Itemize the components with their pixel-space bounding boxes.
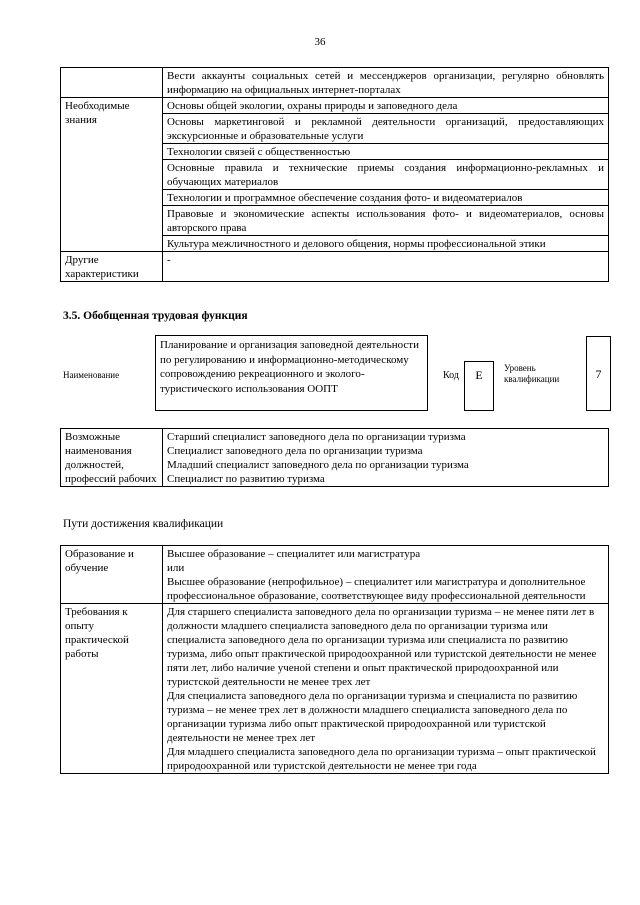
education-line: или [167,562,185,574]
knowledge-item: Основные правила и технические приемы создания информационно-рекламных и обучающих материалов [163,160,609,190]
code-value-box: E [464,361,494,411]
table-row [61,546,609,604]
position-item: Специалист заповедного дела по организации туризма [167,445,423,457]
education-line: Высшее образование (непрофильное) – специалитет или магистратура и дополнительное профессиональное образование, соответствующее виду профессиональной деятельности [167,576,586,602]
knowledge-item: Основы маркетинговой и рекламной деятельности организаций, предоставляющих экскурсионные и образовательные услуги [163,114,609,144]
positions-list [163,429,609,487]
experience-content [163,604,609,774]
other-value: - [163,252,609,282]
positions-table [60,428,609,487]
table-cell: Вести аккаунты социальных сетей и мессенджеров организации, регулярно обновлять информацию на официальных интернет-порталах [163,68,609,98]
empty-label-cell [61,68,163,98]
function-name-box: Планирование и организация заповедной деятельности по регулированию и информационно-методическому сопровождению рекреационного и эколого-туристического использования ООПТ [155,335,428,411]
education-label: Образование и обучение [61,546,163,604]
code-label: Код [443,370,459,381]
knowledge-table [60,67,609,282]
experience-paragraph: Для младшего специалиста заповедного дела по организации туризма – опыт практической природоохранной или туристской деятельности не менее три года [167,746,596,772]
position-item: Младший специалист заповедного дела по организации туризма [167,459,469,471]
position-item: Специалист по развитию туризма [167,473,325,485]
knowledge-item: Технологии и программное обеспечение создания фото- и видеоматериалов [163,190,609,206]
table-row [61,252,609,282]
experience-label: Требования к опыту практической работы [61,604,163,774]
table-row [61,68,609,98]
knowledge-item: Культура межличностного и делового общения, нормы профессиональной этики [163,236,609,252]
section-heading: 3.5. Обобщенная трудовая функция [63,310,248,322]
name-label: Наименование [63,370,120,380]
experience-paragraph: Для старшего специалиста заповедного дела по организации туризма – не менее пяти лет в должности младшего специалиста заповедного дела по организации туризма или специалиста заповедного дела по организации туризма или специалиста по развитию туризма, либо опыт практической природоохранной или туристской деятельности не менее пяти лет, либо наличие ученой степени и опыт практической природоохранной или туристской деятельности не менее трех лет [167,606,597,688]
other-label: Другие характеристики [61,252,163,282]
table-row [61,98,609,114]
level-value-box: 7 [586,336,611,411]
positions-label: Возможные наименования должностей, профессий рабочих [61,429,163,487]
education-content [163,546,609,604]
page-number: 36 [314,36,326,48]
experience-paragraph: Для специалиста заповедного дела по организации туризма и специалиста по развитию туризма – не менее трех лет в должности младшего специалиста заповедного дела по организации туризма либо опыт практической природоохранной или туристской деятельности не менее трех лет [167,690,578,744]
knowledge-item: Правовые и экономические аспекты использования фото- и видеоматериалов, основы авторского права [163,206,609,236]
knowledge-label: Необходимые знания [61,98,163,252]
table-row [61,429,609,487]
knowledge-item: Основы общей экологии, охраны природы и заповедного дела [163,98,609,114]
knowledge-item: Технологии связей с общественностью [163,144,609,160]
qualification-table [60,545,609,774]
level-label: Уровень квалификации [504,363,560,384]
paths-heading: Пути достижения квалификации [63,518,224,530]
table-row [61,604,609,774]
education-line: Высшее образование – специалитет или магистратура [167,548,421,560]
position-item: Старший специалист заповедного дела по организации туризма [167,431,466,443]
